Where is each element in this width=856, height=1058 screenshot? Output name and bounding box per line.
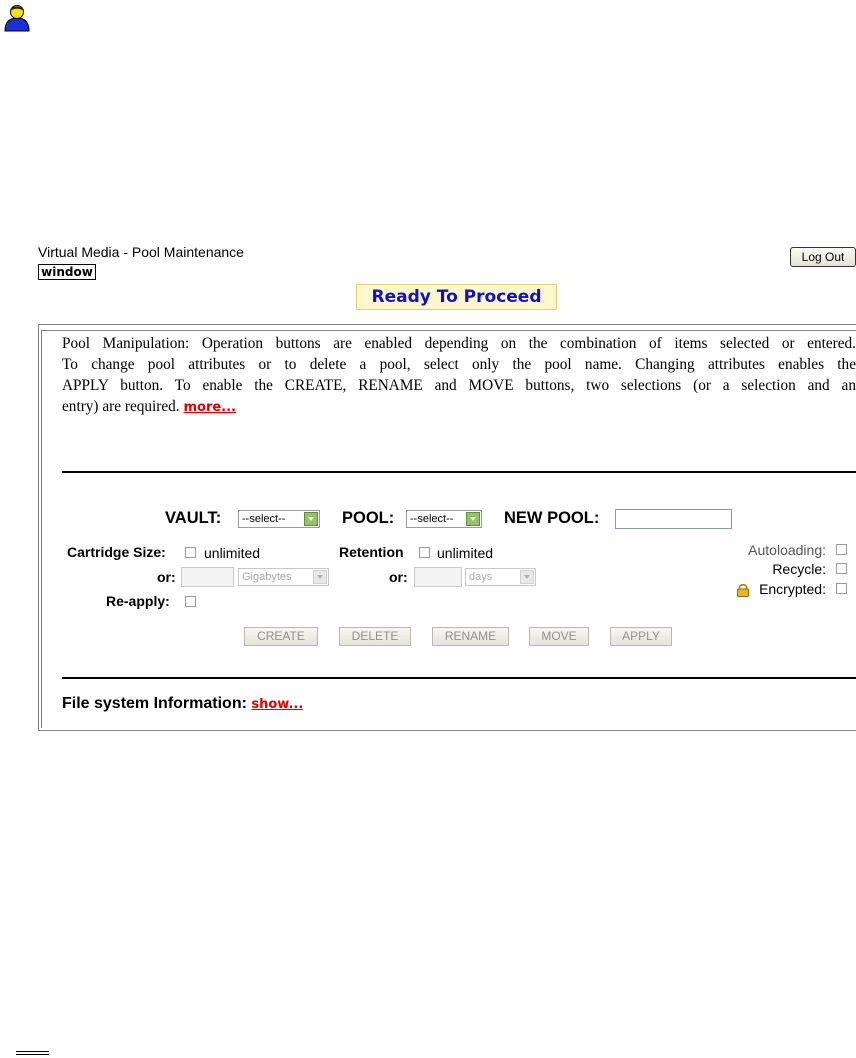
- vault-select[interactable]: [238, 510, 320, 528]
- filesystem-label: File system Information:: [62, 695, 247, 712]
- more-link[interactable]: more...: [183, 400, 236, 415]
- retention-input[interactable]: [414, 567, 462, 587]
- description-line: To change pool attributes or to delete a pool, select only the pool name. Changing attributes enables the: [62, 356, 856, 373]
- description-line: entry) are required.: [62, 398, 180, 415]
- chevron-down-icon: [466, 512, 480, 526]
- cartridge-unlimited-checkbox[interactable]: [185, 547, 196, 558]
- retention-unit-select[interactable]: [465, 568, 536, 586]
- rename-button[interactable]: RENAME: [432, 627, 509, 646]
- pool-label: POOL:: [342, 509, 395, 527]
- retention-unit-value: days: [469, 571, 493, 583]
- chevron-down-icon: [304, 512, 318, 526]
- description-line: Pool Manipulation: Operation buttons are enabled depending on the combination of items selected or entered.: [62, 335, 856, 352]
- recycle-checkbox[interactable]: [836, 563, 847, 574]
- footer-rule: [16, 1051, 49, 1052]
- cartridge-unlimited-label: unlimited: [204, 545, 261, 561]
- encrypted-label: Encrypted:: [759, 581, 826, 597]
- cartridge-or-label: or:: [157, 569, 176, 585]
- cartridge-size-input[interactable]: [181, 567, 234, 587]
- reapply-checkbox[interactable]: [185, 596, 196, 607]
- move-button[interactable]: MOVE: [529, 627, 589, 646]
- page-title: Virtual Media - Pool Maintenance: [38, 244, 244, 260]
- user-avatar-icon: [2, 2, 32, 32]
- status-banner: Ready To Proceed: [356, 284, 557, 310]
- autoloading-checkbox[interactable]: [836, 544, 847, 555]
- lock-icon: [736, 583, 750, 596]
- apply-button[interactable]: APPLY: [610, 627, 672, 646]
- vault-select-value: --select--: [242, 513, 286, 525]
- vault-label: VAULT:: [165, 509, 222, 527]
- autoloading-label: Autoloading:: [748, 542, 826, 558]
- pool-manipulation-description: [62, 333, 856, 418]
- retention-unlimited-checkbox[interactable]: [419, 547, 430, 558]
- cartridge-unit-value: Gigabytes: [242, 571, 292, 583]
- encrypted-checkbox[interactable]: [836, 583, 847, 594]
- panel-divider: [41, 330, 856, 331]
- delete-button[interactable]: DELETE: [339, 627, 411, 646]
- retention-or-label: or:: [389, 569, 408, 585]
- footer-rule: [16, 1054, 49, 1055]
- cartridge-size-label: Cartridge Size:: [67, 544, 166, 560]
- retention-unlimited-label: unlimited: [437, 545, 494, 561]
- description-line: APPLY button. To enable the CREATE, RENAME and MOVE buttons, two selections (or a selection and an: [62, 377, 856, 394]
- panel-divider: [41, 330, 42, 728]
- new-pool-input[interactable]: [615, 509, 732, 529]
- show-link[interactable]: show...: [251, 697, 304, 712]
- chevron-down-icon: [313, 570, 327, 584]
- section-divider: [62, 677, 856, 679]
- create-button[interactable]: CREATE: [244, 627, 318, 646]
- pool-select-value: --select--: [410, 513, 454, 525]
- window-tag: window: [38, 264, 96, 280]
- chevron-down-icon: [520, 570, 534, 584]
- filesystem-info: [62, 695, 303, 713]
- logout-button[interactable]: Log Out: [790, 247, 856, 267]
- retention-label: Retention: [339, 544, 404, 560]
- pool-select[interactable]: [406, 510, 482, 528]
- cartridge-unit-select[interactable]: [238, 568, 329, 586]
- recycle-label: Recycle:: [772, 561, 826, 577]
- new-pool-label: NEW POOL:: [504, 509, 600, 527]
- reapply-label: Re-apply:: [106, 593, 170, 609]
- section-divider: [62, 471, 856, 473]
